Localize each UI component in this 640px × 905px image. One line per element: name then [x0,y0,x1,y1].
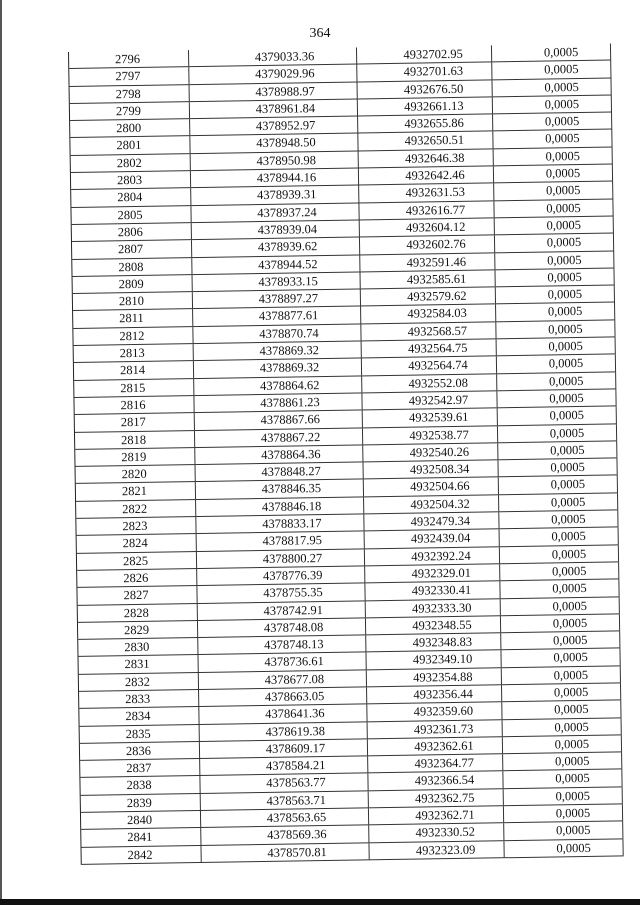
point-number-cell: 2799 [70,102,190,120]
x-coordinate-cell: 4378748.13 [198,635,366,654]
point-number-cell: 2809 [73,275,193,293]
tolerance-cell: 0,0005 [503,735,622,753]
coordinates-table [68,43,624,864]
point-number-cell: 2836 [80,742,200,760]
tolerance-cell: 0,0005 [504,787,623,805]
point-number-cell: 2828 [78,604,198,622]
point-number-cell: 2798 [70,85,190,103]
y-coordinate-cell: 4932329.01 [365,564,500,582]
tolerance-cell: 0,0005 [494,199,613,217]
y-coordinate-cell: 4932539.61 [363,409,498,427]
point-number-cell: 2813 [74,344,194,362]
x-coordinate-cell: 4378742.91 [198,601,366,620]
x-coordinate-cell: 4378833.17 [196,514,364,533]
x-coordinate-cell: 4378748.08 [198,618,366,637]
scan-edge [0,0,2,905]
y-coordinate-cell: 4932366.54 [368,772,503,790]
x-coordinate-cell: 4378663.05 [199,687,367,706]
point-number-cell: 2824 [77,534,197,552]
tolerance-cell: 0,0005 [504,822,623,840]
y-coordinate-cell: 4932330.41 [365,581,500,599]
x-coordinate-cell: 4378570.81 [201,843,369,862]
point-number-cell: 2814 [74,361,194,379]
x-coordinate-cell: 4378939.31 [191,186,359,205]
tolerance-cell: 0,0005 [492,61,611,79]
point-number-cell: 2833 [79,690,199,708]
x-coordinate-cell: 4378563.77 [200,774,368,793]
tolerance-cell: 0,0005 [493,113,612,131]
y-coordinate-cell: 4932701.63 [357,63,492,81]
y-coordinate-cell: 4932330.52 [369,824,504,842]
y-coordinate-cell: 4932354.88 [367,668,502,686]
tolerance-cell: 0,0005 [499,493,618,511]
y-coordinate-cell: 4932564.75 [362,339,497,357]
x-coordinate-cell: 4378677.08 [199,670,367,689]
y-coordinate-cell: 4932362.75 [369,789,504,807]
tolerance-cell: 0,0005 [496,303,615,321]
y-coordinate-cell: 4932349.10 [366,651,501,669]
tolerance-cell: 0,0005 [498,407,617,425]
x-coordinate-cell: 4378609.17 [200,739,368,758]
y-coordinate-cell: 4932323.09 [369,841,504,859]
point-number-cell: 2804 [71,188,191,206]
y-coordinate-cell: 4932591.46 [360,253,495,271]
point-number-cell: 2800 [70,119,190,137]
tolerance-cell: 0,0005 [494,165,613,183]
point-number-cell: 2832 [79,673,199,691]
y-coordinate-cell: 4932348.55 [366,616,501,634]
y-coordinate-cell: 4932362.71 [369,806,504,824]
x-coordinate-cell: 4378952.97 [190,117,358,136]
y-coordinate-cell: 4932602.76 [360,236,495,254]
y-coordinate-cell: 4932479.34 [364,512,499,530]
y-coordinate-cell: 4932538.77 [363,426,498,444]
x-coordinate-cell: 4378933.15 [193,272,361,291]
x-coordinate-cell: 4378569.36 [201,826,369,845]
tolerance-cell: 0,0005 [497,337,616,355]
point-number-cell: 2811 [73,310,193,328]
point-number-cell: 2839 [81,794,201,812]
y-coordinate-cell: 4932584.03 [361,305,496,323]
y-coordinate-cell: 4932552.08 [362,374,497,392]
x-coordinate-cell: 4378867.22 [195,428,363,447]
x-coordinate-cell: 4378563.71 [201,791,369,810]
y-coordinate-cell: 4932504.66 [364,478,499,496]
x-coordinate-cell: 4378641.36 [199,705,367,724]
tolerance-cell: 0,0005 [493,95,612,113]
point-number-cell: 2834 [79,707,199,725]
tolerance-cell: 0,0005 [494,182,613,200]
x-coordinate-cell: 4378619.38 [200,722,368,741]
point-number-cell: 2817 [75,413,195,431]
tolerance-cell: 0,0005 [503,718,622,736]
tolerance-cell: 0,0005 [499,476,618,494]
tolerance-cell: 0,0005 [501,614,620,632]
tolerance-cell: 0,0005 [500,528,619,546]
x-coordinate-cell: 4378869.32 [194,341,362,360]
tolerance-cell: 0,0005 [495,234,614,252]
point-number-cell: 2797 [69,67,189,85]
y-coordinate-cell: 4932646.38 [359,149,494,167]
x-coordinate-cell: 4378944.16 [191,169,359,188]
x-coordinate-cell: 4378937.24 [191,203,359,222]
y-coordinate-cell: 4932579.62 [361,287,496,305]
tolerance-cell: 0,0005 [501,649,620,667]
y-coordinate-cell: 4932333.30 [366,599,501,617]
y-coordinate-cell: 4932661.13 [358,97,493,115]
point-number-cell: 2829 [78,621,198,639]
x-coordinate-cell: 4378800.27 [197,549,365,568]
point-number-cell: 2807 [72,240,192,258]
tolerance-cell: 0,0005 [497,355,616,373]
point-number-cell: 2810 [73,292,193,310]
y-coordinate-cell: 4932359.60 [367,703,502,721]
x-coordinate-cell: 4379029.96 [189,65,357,84]
point-number-cell: 2837 [80,759,200,777]
tolerance-cell: 0,0005 [503,753,622,771]
y-coordinate-cell: 4932568.57 [361,322,496,340]
tolerance-cell: 0,0005 [496,286,615,304]
point-number-cell: 2838 [80,776,200,794]
x-coordinate-cell: 4378776.39 [197,566,365,585]
point-number-cell: 2819 [75,448,195,466]
point-number-cell: 2820 [76,465,196,483]
x-coordinate-cell: 4378846.35 [196,480,364,499]
x-coordinate-cell: 4378939.62 [192,238,360,257]
y-coordinate-cell: 4932392.24 [365,547,500,565]
y-coordinate-cell: 4932642.46 [359,166,494,184]
point-number-cell: 2805 [71,206,191,224]
page-number: 364 [309,26,331,41]
y-coordinate-cell: 4932604.12 [360,218,495,236]
tolerance-cell: 0,0005 [498,424,617,442]
y-coordinate-cell: 4932504.32 [364,495,499,513]
tolerance-cell: 0,0005 [500,580,619,598]
point-number-cell: 2841 [81,828,201,846]
point-number-cell: 2801 [70,137,190,155]
y-coordinate-cell: 4932676.50 [358,80,493,98]
x-coordinate-cell: 4378950.98 [191,151,359,170]
tolerance-cell: 0,0005 [500,562,619,580]
tolerance-cell: 0,0005 [501,631,620,649]
point-number-cell: 2827 [77,586,197,604]
point-number-cell: 2826 [77,569,197,587]
tolerance-cell: 0,0005 [496,320,615,338]
x-coordinate-cell: 4378861.23 [194,393,362,412]
y-coordinate-cell: 4932508.34 [363,460,498,478]
y-coordinate-cell: 4932439.04 [365,530,500,548]
point-number-cell: 2816 [74,396,194,414]
tolerance-cell: 0,0005 [498,459,617,477]
point-number-cell: 2802 [71,154,191,172]
tolerance-cell: 0,0005 [501,597,620,615]
point-number-cell: 2842 [81,846,201,864]
point-number-cell: 2803 [71,171,191,189]
x-coordinate-cell: 4378864.62 [194,376,362,395]
tolerance-cell: 0,0005 [500,545,619,563]
x-coordinate-cell: 4378877.61 [193,307,361,326]
tolerance-cell: 0,0005 [502,701,621,719]
point-number-cell: 2818 [75,431,195,449]
x-coordinate-cell: 4378897.27 [193,290,361,309]
x-coordinate-cell: 4378948.50 [190,134,358,153]
tolerance-cell: 0,0005 [495,216,614,234]
point-number-cell: 2796 [69,50,189,68]
y-coordinate-cell: 4932348.83 [366,633,501,651]
tolerance-cell: 0,0005 [495,251,614,269]
y-coordinate-cell: 4932616.77 [359,201,494,219]
y-coordinate-cell: 4932650.51 [358,132,493,150]
y-coordinate-cell: 4932585.61 [360,270,495,288]
point-number-cell: 2821 [76,482,196,500]
tolerance-cell: 0,0005 [495,268,614,286]
tolerance-cell: 0,0005 [498,441,617,459]
x-coordinate-cell: 4378736.61 [198,653,366,672]
x-coordinate-cell: 4378939.04 [192,220,360,239]
point-number-cell: 2840 [81,811,201,829]
point-number-cell: 2815 [74,379,194,397]
x-coordinate-cell: 4378584.21 [200,757,368,776]
y-coordinate-cell: 4932542.97 [362,391,497,409]
point-number-cell: 2823 [76,517,196,535]
x-coordinate-cell: 4378846.18 [196,497,364,516]
tolerance-cell: 0,0005 [502,666,621,684]
x-coordinate-cell: 4378988.97 [190,82,358,101]
y-coordinate-cell: 4932362.61 [368,737,503,755]
tolerance-cell: 0,0005 [493,130,612,148]
tolerance-cell: 0,0005 [503,770,622,788]
point-number-cell: 2831 [79,655,199,673]
y-coordinate-cell: 4932631.53 [359,184,494,202]
x-coordinate-cell: 4378870.74 [193,324,361,343]
y-coordinate-cell: 4932356.44 [367,685,502,703]
point-number-cell: 2835 [80,725,200,743]
x-coordinate-cell: 4378817.95 [197,532,365,551]
x-coordinate-cell: 4378864.36 [195,445,363,464]
tolerance-cell: 0,0005 [494,147,613,165]
tolerance-cell: 0,0005 [499,510,618,528]
x-coordinate-cell: 4378944.52 [192,255,360,274]
tolerance-cell: 0,0005 [492,43,611,61]
scan-bottom-edge [0,899,640,905]
point-number-cell: 2806 [72,223,192,241]
tolerance-cell: 0,0005 [497,389,616,407]
tolerance-cell: 0,0005 [497,372,616,390]
point-number-cell: 2812 [73,327,193,345]
tolerance-cell: 0,0005 [504,839,623,857]
point-number-cell: 2825 [77,552,197,570]
tolerance-cell: 0,0005 [504,804,623,822]
x-coordinate-cell: 4378869.32 [194,359,362,378]
x-coordinate-cell: 4378755.35 [197,584,365,603]
y-coordinate-cell: 4932564.74 [362,357,497,375]
x-coordinate-cell: 4379033.36 [189,47,357,66]
y-coordinate-cell: 4932361.73 [368,720,503,738]
x-coordinate-cell: 4378867.66 [195,411,363,430]
x-coordinate-cell: 4378563.65 [201,808,369,827]
y-coordinate-cell: 4932364.77 [368,754,503,772]
tolerance-cell: 0,0005 [492,78,611,96]
x-coordinate-cell: 4378848.27 [196,463,364,482]
tolerance-cell: 0,0005 [502,683,621,701]
y-coordinate-cell: 4932655.86 [358,115,493,133]
point-number-cell: 2808 [72,258,192,276]
point-number-cell: 2822 [76,500,196,518]
y-coordinate-cell: 4932702.95 [357,45,492,63]
point-number-cell: 2830 [78,638,198,656]
x-coordinate-cell: 4378961.84 [190,99,358,118]
y-coordinate-cell: 4932540.26 [363,443,498,461]
